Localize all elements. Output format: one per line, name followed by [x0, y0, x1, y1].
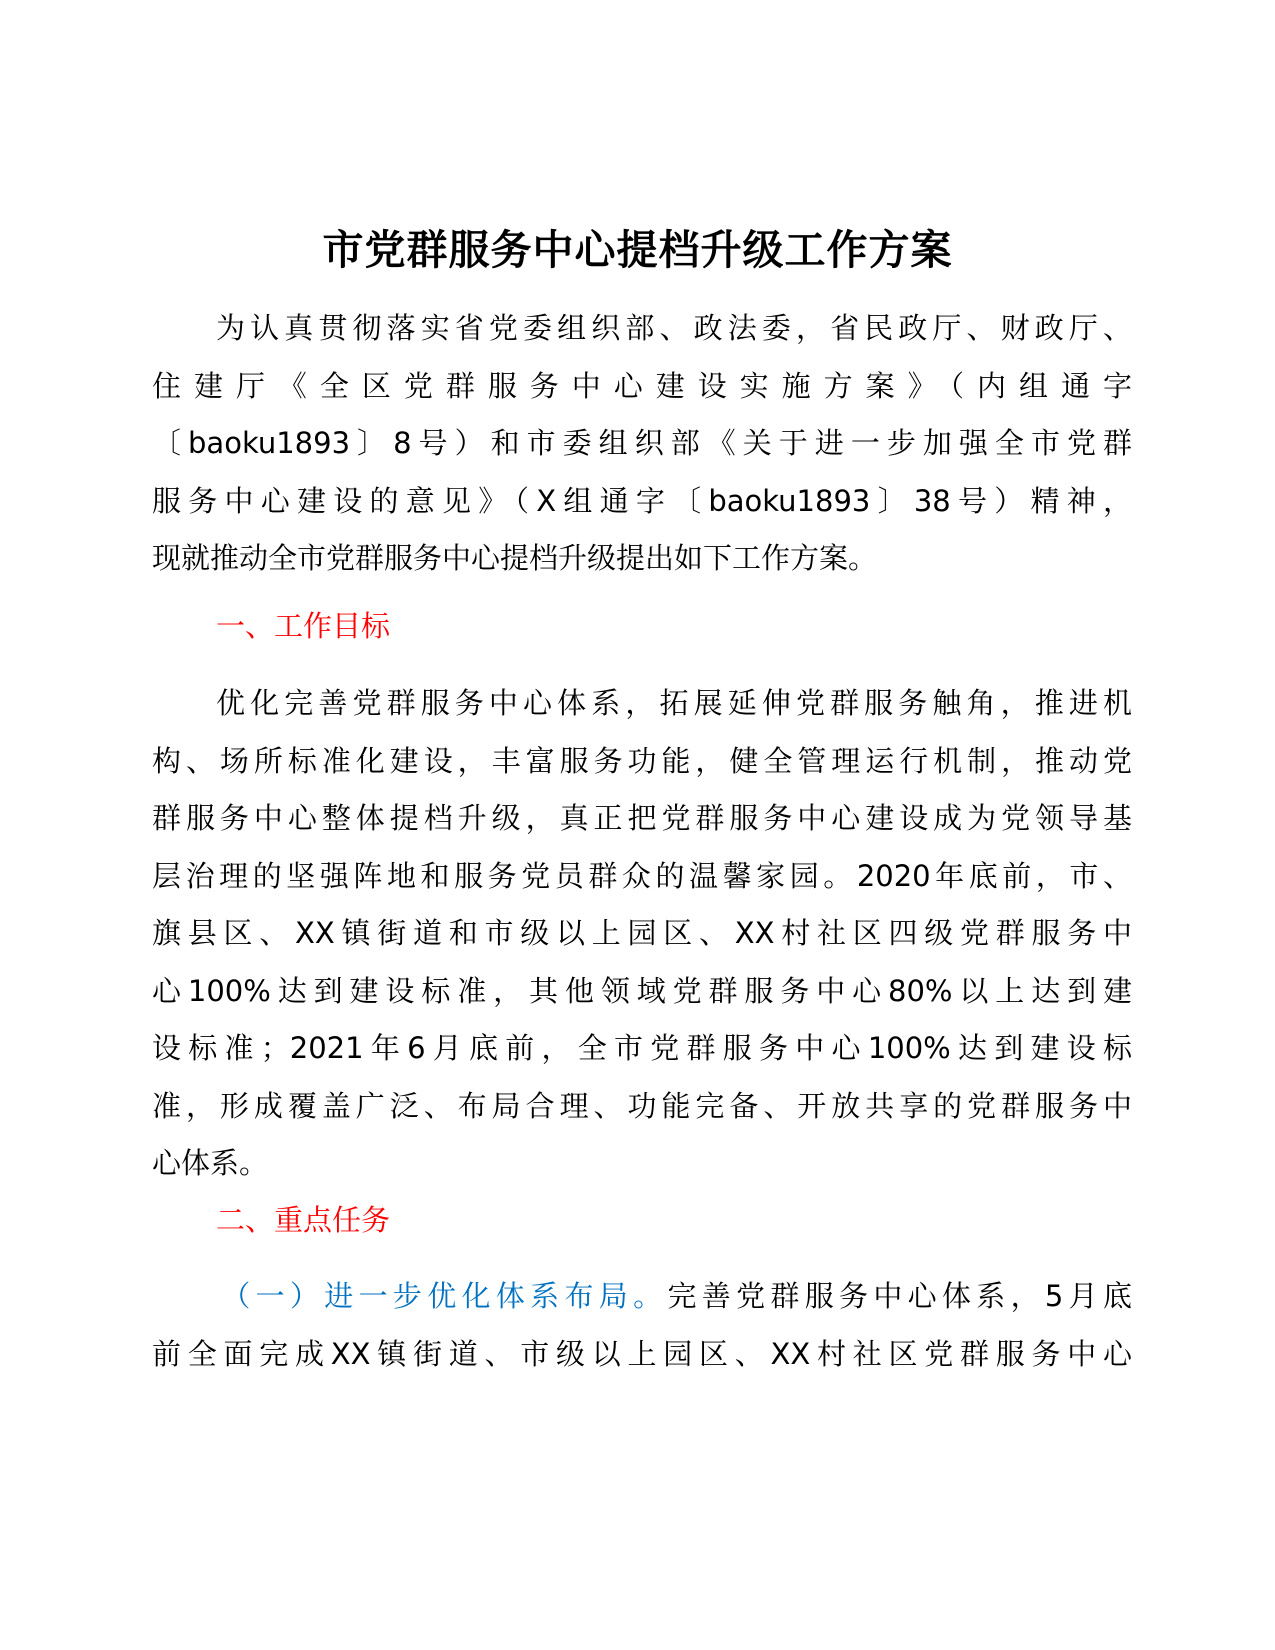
section-heading-tasks: 二、重点任务: [216, 1203, 391, 1237]
intro-line-5: 现就推动全市党群服务中心提档升级提出如下工作方案。: [152, 541, 878, 575]
tasks-line-1-text: 完善党群服务中心体系，5月底: [667, 1279, 1132, 1313]
document-title: 市党群服务中心提档升级工作方案: [322, 226, 953, 274]
tasks-line-1: [152, 1268, 1132, 1326]
goals-line-4: 层治理的坚强阵地和服务党员群众的温馨家园。2020年底前，市、: [152, 858, 1132, 893]
goals-line-5: 旗县区、XX镇街道和市级以上园区、XX村社区四级党群服务中: [152, 916, 1132, 950]
goals-line-7: 设标准；2021年6月底前，全市党群服务中心100%达到建设标: [152, 1031, 1132, 1065]
goals-line-3: 群服务中心整体提档升级，真正把党群服务中心建设成为党领导基: [152, 801, 1132, 835]
goals-paragraph: [152, 675, 1132, 1193]
intro-line-3: 〔baoku1893〕8号）和市委组织部《关于进一步加强全市党群: [152, 426, 1132, 460]
goals-line-8: 准，形成覆盖广泛、布局合理、功能完备、开放共享的党群服务中: [152, 1088, 1132, 1123]
goals-line-6: 心100%达到建设标准，其他领域党群服务中心80%以上达到建: [152, 973, 1132, 1008]
goals-line-2: 构、场所标准化建设，丰富服务功能，健全管理运行机制，推动党: [152, 743, 1132, 778]
subsection-heading-layout: （一）进一步优化体系布局。: [216, 1279, 668, 1313]
tasks-paragraph: [152, 1268, 1132, 1383]
intro-paragraph: [152, 300, 1132, 588]
intro-line-1: 为认真贯彻落实省党委组织部、政法委，省民政厅、财政厅、: [216, 311, 1132, 345]
intro-line-4: 服务中心建设的意见》（X组通字〔baoku1893〕38号）精神，: [152, 483, 1132, 518]
goals-line-1: 优化完善党群服务中心体系，拓展延伸党群服务触角，推进机: [216, 686, 1132, 720]
goals-line-9: 心体系。: [152, 1146, 269, 1180]
tasks-line-2: 前全面完成XX镇街道、市级以上园区、XX村社区党群服务中心: [152, 1336, 1132, 1371]
section-heading-goals: 一、工作目标: [216, 609, 391, 643]
intro-line-2: 住建厅《全区党群服务中心建设实施方案》（内组通字: [152, 368, 1132, 403]
